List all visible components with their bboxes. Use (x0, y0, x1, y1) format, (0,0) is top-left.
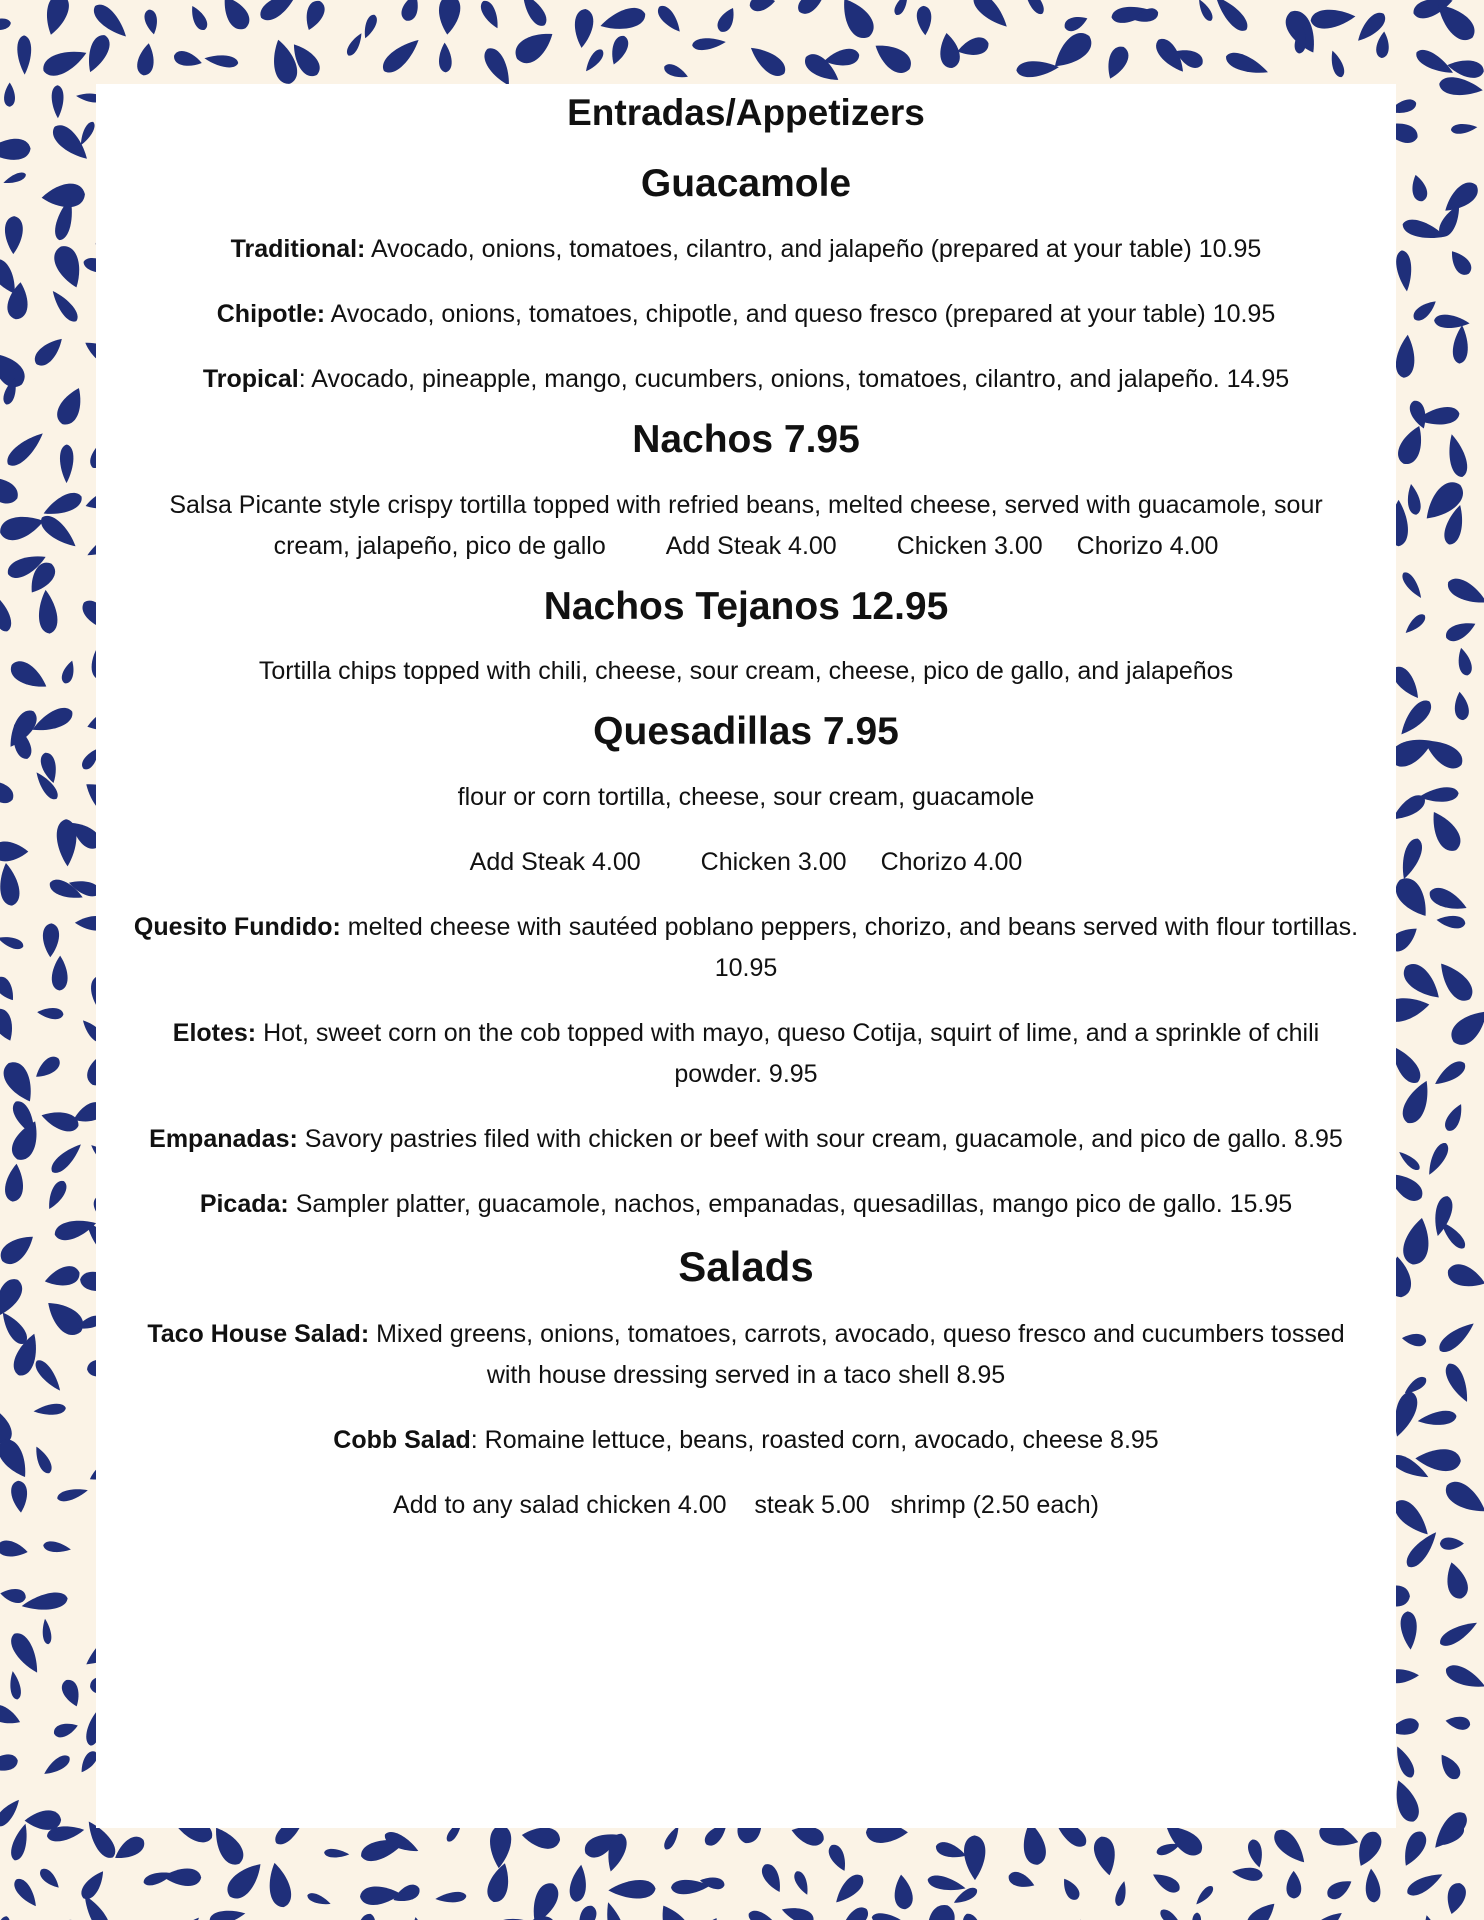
teardrop-shape (871, 1912, 906, 1920)
teardrop-shape (51, 85, 63, 118)
teardrop-shape (1191, 1912, 1201, 1920)
teardrop-shape (42, 923, 59, 957)
teardrop-shape (1102, 43, 1132, 82)
teardrop-shape (1428, 1807, 1472, 1854)
teardrop-shape (478, 0, 503, 31)
teardrop-shape (41, 1752, 73, 1778)
teardrop-shape (1434, 314, 1471, 330)
teardrop-shape (32, 1053, 64, 1082)
teardrop-shape (1390, 1495, 1435, 1541)
teardrop-shape (301, 0, 327, 33)
teardrop-shape (268, 37, 301, 87)
teardrop-shape (517, 0, 550, 29)
teardrop-shape (1398, 1828, 1430, 1869)
teardrop-shape (608, 1879, 656, 1899)
item-name: Chipotle: (216, 299, 326, 328)
quesadillas-addons (96, 842, 1396, 883)
teardrop-shape (1437, 1617, 1481, 1650)
teardrop-shape (1433, 957, 1478, 1006)
teardrop-shape (1223, 49, 1270, 79)
teardrop-shape (748, 0, 776, 13)
teardrop-shape (3, 428, 48, 471)
teardrop-shape (40, 1294, 88, 1340)
teardrop-shape (510, 24, 559, 68)
teardrop-shape (607, 33, 631, 66)
teardrop-shape (37, 589, 59, 634)
teardrop-shape (1016, 59, 1060, 78)
teardrop-shape (1310, 7, 1357, 30)
teardrop-shape (1431, 1058, 1469, 1090)
menu-item-chipotle (96, 294, 1396, 335)
teardrop-shape (969, 0, 1013, 33)
teardrop-shape (937, 31, 962, 69)
teardrop-shape (1443, 1661, 1484, 1694)
teardrop-shape (0, 1702, 23, 1730)
item-name: Traditional: (230, 234, 366, 263)
teardrop-shape (2, 171, 27, 187)
teardrop-shape (1019, 0, 1047, 17)
item-description: Avocado, onions, tomatoes, cilantro, and jalapeño (prepared at your table) 10.95 (365, 234, 1262, 263)
teardrop-shape (1364, 1868, 1382, 1903)
teardrop-shape (0, 1057, 40, 1106)
section-heading-guacamole: Guacamole (640, 162, 852, 205)
teardrop-shape (1425, 807, 1466, 856)
teardrop-shape (59, 1677, 84, 1709)
teardrop-shape (1455, 646, 1474, 676)
teardrop-shape (745, 41, 789, 81)
teardrop-shape (60, 444, 74, 483)
teardrop-shape (1442, 1101, 1467, 1133)
item-description: Mixed greens, onions, tomatoes, carrots, avocado, queso fresco and cucumbers tossed (369, 1319, 1345, 1348)
addon-chicken: Chicken 3.00 (896, 531, 1043, 560)
teardrop-shape (1415, 1448, 1462, 1472)
teardrop-shape (1443, 617, 1479, 644)
teardrop-shape (1444, 432, 1470, 479)
section-heading-quesadillas: Quesadillas 7.95 (593, 710, 899, 754)
item-name: Picada: (199, 1190, 289, 1218)
teardrop-shape (344, 31, 365, 58)
teardrop-shape (1404, 1868, 1445, 1899)
teardrop-shape (1396, 836, 1425, 882)
menu-item-quesadillas-description: flour or corn tortilla, cheese, sour cream, guacamole (457, 783, 1035, 811)
teardrop-shape (256, 0, 302, 25)
teardrop-shape (1006, 1869, 1036, 1891)
teardrop-shape (53, 384, 88, 428)
teardrop-shape (598, 5, 648, 35)
teardrop-shape (0, 510, 46, 543)
teardrop-shape (1246, 1838, 1266, 1869)
teardrop-shape (1437, 1218, 1469, 1252)
teardrop-shape (48, 287, 82, 325)
teardrop-shape (1210, 0, 1251, 35)
teardrop-shape (1444, 574, 1484, 610)
teardrop-shape (1442, 1560, 1471, 1601)
teardrop-shape (964, 1835, 986, 1880)
teardrop-shape (826, 1842, 851, 1874)
teardrop-shape (572, 8, 594, 49)
teardrop-shape (1436, 1751, 1464, 1783)
teardrop-shape (0, 1796, 24, 1830)
teardrop-shape (43, 1264, 82, 1291)
teardrop-shape (37, 1007, 64, 1020)
teardrop-shape (1352, 1828, 1386, 1870)
teardrop-shape (0, 1915, 12, 1920)
addon-steak: Add Steak 4.00 (469, 848, 641, 876)
teardrop-shape (1405, 483, 1422, 516)
teardrop-shape (1394, 422, 1429, 468)
teardrop-shape (1422, 1914, 1437, 1920)
teardrop-shape (43, 1540, 72, 1555)
teardrop-shape (574, 1903, 600, 1920)
teardrop-shape (0, 862, 21, 907)
addon-chorizo: Chorizo 4.00 (1076, 531, 1219, 560)
teardrop-shape (0, 974, 19, 1005)
menu-item-nachos-tejanos-description: Tortilla chips topped with chili, cheese, sour cream, cheese, pico de gallo, and jalapeños (258, 657, 1234, 686)
teardrop-shape (41, 182, 86, 209)
nachos-line-2: cream, jalapeño, pico de gallo (273, 531, 606, 560)
teardrop-shape (1435, 1318, 1478, 1356)
teardrop-shape (831, 1871, 868, 1908)
teardrop-shape (222, 1857, 268, 1904)
teardrop-shape (488, 1824, 512, 1868)
teardrop-shape (1375, 31, 1390, 59)
teardrop-shape (955, 35, 990, 60)
teardrop-shape (1402, 612, 1428, 637)
item-name: Empanadas: (149, 1125, 298, 1153)
teardrop-shape (693, 1914, 724, 1920)
item-price: 10.95 (714, 954, 778, 982)
teardrop-shape (0, 773, 17, 807)
item-description: Sampler platter, guacamole, nachos, empanadas, quesadillas, mango pico de gallo. 15.95 (288, 1190, 1293, 1218)
teardrop-shape (0, 1753, 19, 1775)
teardrop-shape (37, 511, 81, 552)
teardrop-shape (437, 0, 462, 36)
teardrop-shape (32, 1357, 65, 1394)
teardrop-shape (8, 1822, 31, 1862)
teardrop-shape (17, 35, 31, 74)
teardrop-shape (207, 1822, 248, 1869)
menu-item-cobb-salad (96, 1420, 1396, 1461)
menu-item-quesito-fundido (96, 907, 1396, 989)
teardrop-shape (8, 1670, 22, 1700)
teardrop-shape (0, 1539, 29, 1560)
teardrop-shape (1446, 247, 1475, 278)
teardrop-shape (1450, 122, 1477, 134)
teardrop-shape (582, 47, 606, 74)
teardrop-shape (1059, 1875, 1082, 1902)
item-description: Hot, sweet corn on the cob topped with mayo, queso Cotija, squirt of lime, and a sprinkle of chili (256, 1019, 1320, 1047)
teardrop-shape (1193, 1884, 1215, 1908)
teardrop-shape (926, 1873, 967, 1894)
teardrop-shape (1157, 1907, 1186, 1920)
teardrop-shape (959, 1911, 989, 1920)
teardrop-shape (1441, 1476, 1484, 1520)
teardrop-shape (56, 1485, 89, 1503)
teardrop-shape (654, 3, 684, 36)
teardrop-shape (52, 955, 69, 990)
menu-panel (96, 84, 1396, 1828)
teardrop-shape (163, 1868, 202, 1886)
item-description-line-2: with house dressing served in a taco shell 8.95 (486, 1360, 1006, 1389)
teardrop-shape (361, 13, 379, 40)
teardrop-shape (525, 1879, 562, 1920)
item-name: Elotes: (172, 1019, 257, 1047)
teardrop-shape (1324, 1875, 1355, 1902)
menu-item-taco-house-salad (96, 1314, 1396, 1396)
teardrop-shape (4, 1163, 26, 1203)
teardrop-shape (0, 17, 12, 32)
teardrop-shape (1243, 1898, 1281, 1920)
teardrop-shape (1398, 1077, 1436, 1127)
teardrop-shape (892, 0, 911, 17)
teardrop-shape (351, 1911, 378, 1920)
teardrop-shape (37, 1866, 62, 1891)
teardrop-shape (1452, 325, 1470, 364)
section-heading-nachos-tejanos: Nachos Tejanos 12.95 (543, 584, 949, 628)
teardrop-shape (187, 3, 210, 32)
teardrop-shape (172, 49, 203, 70)
teardrop-shape (0, 1005, 19, 1044)
teardrop-shape (409, 1916, 428, 1920)
teardrop-shape (1195, 0, 1214, 23)
teardrop-shape (31, 333, 68, 370)
teardrop-shape (1442, 1360, 1474, 1405)
teardrop-shape (136, 42, 157, 77)
item-description: Savory pastries filed with chicken or beef with sour cream, guacamole, and pico de gallo. 8.95 (297, 1125, 1343, 1153)
teardrop-shape (1114, 1880, 1129, 1907)
teardrop-shape (692, 36, 727, 51)
teardrop-shape (217, 0, 254, 34)
teardrop-shape (60, 659, 77, 685)
teardrop-shape (1150, 1869, 1183, 1896)
addon-chicken: Chicken 3.00 (700, 848, 847, 876)
teardrop-shape (1400, 1215, 1434, 1266)
teardrop-shape (0, 1229, 39, 1269)
teardrop-shape (759, 1861, 786, 1895)
item-description: : Romaine lettuce, beans, roasted corn, avocado, cheese 8.95 (470, 1425, 1159, 1454)
item-name: Cobb Salad (333, 1425, 471, 1454)
menu-item-empanadas (96, 1119, 1396, 1160)
teardrop-shape (0, 841, 28, 861)
addon-steak: Add Steak 4.00 (665, 531, 837, 560)
teardrop-shape (1310, 1908, 1346, 1920)
salad-addons: Add to any salad chicken 4.00 steak 5.00 shrimp (2.50 each) (393, 1490, 1099, 1519)
page-title: Entradas/Appetizers (567, 92, 925, 133)
teardrop-shape (662, 62, 690, 82)
teardrop-shape (1445, 1261, 1484, 1293)
teardrop-shape (1453, 691, 1470, 721)
teardrop-shape (1443, 1881, 1468, 1916)
teardrop-shape (919, 1901, 959, 1920)
teardrop-shape (7, 657, 52, 695)
teardrop-shape (1402, 1527, 1442, 1571)
teardrop-shape (10, 1480, 29, 1513)
teardrop-shape (4, 82, 15, 106)
teardrop-shape (934, 1840, 968, 1862)
teardrop-shape (324, 1848, 350, 1858)
item-price: powder. 9.95 (674, 1060, 818, 1088)
teardrop-shape (89, 0, 131, 42)
teardrop-shape (1400, 1611, 1419, 1651)
menu-item-traditional (96, 229, 1396, 270)
teardrop-shape (111, 1833, 148, 1865)
addon-chorizo: Chorizo 4.00 (880, 848, 1023, 876)
teardrop-shape (1328, 49, 1347, 79)
teardrop-shape (916, 5, 932, 35)
teardrop-shape (520, 1825, 561, 1851)
teardrop-shape (892, 1874, 914, 1911)
teardrop-shape (1439, 178, 1482, 218)
teardrop-shape (1446, 57, 1484, 80)
teardrop-shape (780, 1903, 816, 1920)
teardrop-shape (44, 1178, 70, 1212)
teardrop-shape (1446, 1003, 1484, 1050)
teardrop-shape (1062, 12, 1089, 33)
teardrop-shape (24, 1810, 61, 1830)
nachos-line-1: Salsa Picante style crispy tortilla topped with refried beans, melted cheese, served with guacamole, sour (169, 490, 1323, 519)
teardrop-shape (39, 1107, 81, 1135)
menu-item-picada (96, 1184, 1396, 1225)
teardrop-shape (264, 1861, 293, 1909)
teardrop-shape (1396, 1149, 1422, 1173)
teardrop-shape (438, 42, 452, 72)
teardrop-shape (306, 1891, 332, 1908)
teardrop-shape (399, 0, 423, 23)
teardrop-shape (78, 1867, 109, 1903)
teardrop-shape (20, 1590, 69, 1614)
teardrop-shape (1286, 1871, 1301, 1899)
teardrop-shape (4, 216, 23, 254)
teardrop-shape (834, 0, 879, 43)
teardrop-shape (204, 53, 239, 69)
teardrop-shape (52, 1720, 80, 1740)
teardrop-shape (0, 592, 14, 634)
teardrop-shape (1440, 1537, 1464, 1550)
teardrop-shape (378, 34, 424, 78)
teardrop-shape (1426, 884, 1470, 916)
teardrop-shape (1399, 570, 1425, 601)
teardrop-shape (1417, 1409, 1457, 1428)
teardrop-shape (40, 44, 91, 80)
teardrop-shape (1401, 1332, 1427, 1347)
teardrop-shape (1269, 1825, 1311, 1868)
teardrop-shape (41, 1618, 52, 1645)
teardrop-shape (1231, 1865, 1263, 1882)
teardrop-shape (1419, 732, 1467, 773)
teardrop-shape (746, 1908, 780, 1920)
teardrop-shape (1413, 46, 1457, 79)
teardrop-shape (0, 469, 22, 509)
teardrop-shape (11, 1876, 41, 1911)
teardrop-shape (435, 1891, 467, 1904)
teardrop-shape (1409, 173, 1429, 203)
teardrop-shape (7, 1629, 45, 1677)
teardrop-shape (1445, 1714, 1472, 1731)
teardrop-shape (0, 933, 25, 951)
menu-item-elotes (96, 1013, 1396, 1095)
item-description: : Avocado, pineapple, mango, cucumbers, onions, tomatoes, cilantro, and jalapeño. 14.95 (298, 364, 1290, 393)
teardrop-shape (480, 44, 516, 89)
teardrop-shape (0, 138, 31, 161)
teardrop-shape (836, 1903, 872, 1920)
teardrop-shape (869, 37, 915, 78)
teardrop-shape (359, 1885, 401, 1906)
teardrop-shape (715, 5, 739, 35)
teardrop-shape (0, 1587, 27, 1605)
teardrop-shape (48, 1140, 86, 1177)
teardrop-shape (1062, 1916, 1086, 1920)
teardrop-shape (653, 1900, 696, 1920)
menu-item-tropical (96, 359, 1396, 400)
teardrop-shape (601, 1900, 629, 1920)
teardrop-shape (1390, 873, 1435, 923)
item-description: Avocado, onions, tomatoes, chipotle, and queso fresco (prepared at your table) 10.95 (325, 299, 1276, 328)
teardrop-shape (41, 0, 72, 37)
teardrop-shape (486, 1911, 530, 1920)
teardrop-shape (171, 1914, 203, 1920)
teardrop-shape (1395, 249, 1415, 292)
teardrop-shape (50, 242, 87, 291)
teardrop-shape (143, 8, 160, 35)
item-description: melted cheese with sautéed poblano peppers, chorizo, and beans served with flour tortillas. (340, 913, 1359, 941)
teardrop-shape (1438, 75, 1484, 98)
teardrop-shape (1436, 914, 1466, 930)
section-heading-nachos: Nachos 7.95 (632, 417, 860, 461)
teardrop-shape (82, 32, 113, 75)
teardrop-shape (792, 1869, 812, 1897)
teardrop-shape (33, 1403, 66, 1417)
item-name: Tropical (202, 364, 299, 393)
teardrop-shape (794, 0, 831, 18)
item-name: Taco House Salad: (147, 1319, 370, 1348)
menu-item-nachos-description (96, 485, 1396, 567)
section-heading-salads: Salads (678, 1243, 814, 1290)
item-name: Quesito Fundido: (133, 913, 341, 941)
teardrop-shape (1395, 696, 1435, 739)
teardrop-shape (0, 1435, 34, 1483)
teardrop-shape (1424, 1140, 1452, 1177)
teardrop-shape (1092, 1834, 1120, 1877)
teardrop-shape (568, 1864, 589, 1903)
teardrop-shape (209, 1907, 247, 1920)
teardrop-shape (31, 1444, 54, 1475)
teardrop-shape (1395, 334, 1417, 379)
